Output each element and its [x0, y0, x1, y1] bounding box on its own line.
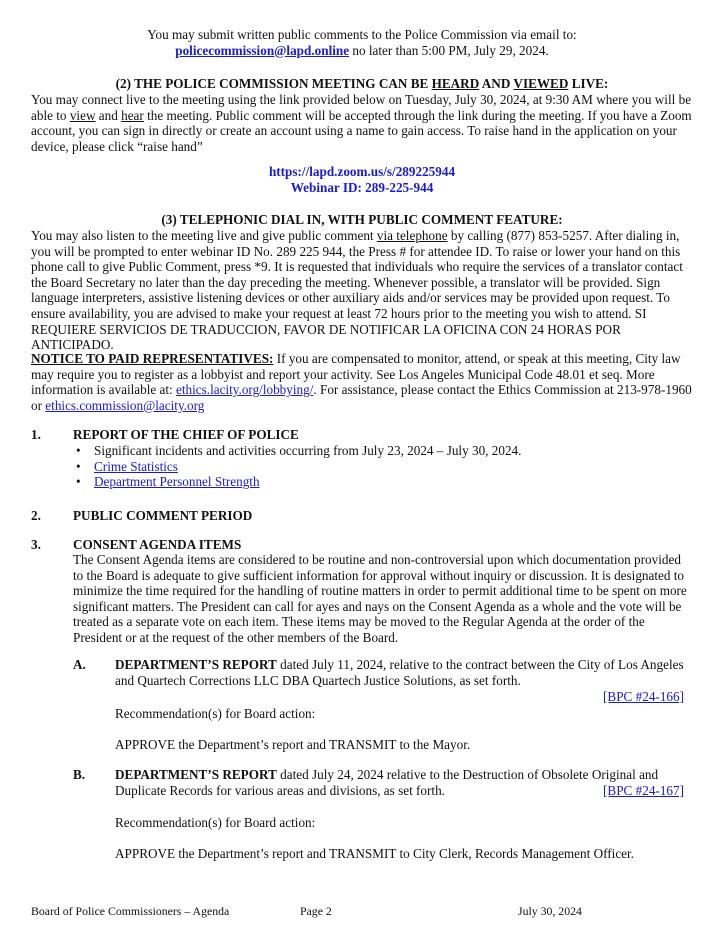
- zoom-link[interactable]: https://lapd.zoom.us/s/289225944: [268, 164, 456, 179]
- subA-letter: A.: [73, 657, 86, 672]
- item3-title: CONSENT AGENDA ITEMS: [73, 537, 242, 552]
- subA-report-label: DEPARTMENT’S REPORT: [115, 657, 277, 672]
- notice-label: NOTICE TO PAID REPRESENTATIVES:: [31, 351, 274, 366]
- section3-heading: (3) TELEPHONIC DIAL IN, WITH PUBLIC COMMENT FEATURE:: [161, 212, 563, 227]
- subB-report-label: DEPARTMENT’S REPORT: [115, 767, 277, 782]
- lobbying-link[interactable]: ethics.lacity.org/lobbying/: [176, 382, 314, 398]
- footer-page-number: Page 2: [300, 904, 332, 918]
- notice-text-b: . For assistance, please contact the Ethics Commission at 213-978-1960 or: [31, 382, 692, 413]
- subB-text: [115, 767, 693, 783]
- subA-action: APPROVE the Department’s report and TRANSMIT to the Mayor.: [115, 737, 471, 752]
- item2-number: 2.: [31, 508, 41, 523]
- section2-text-b: and: [95, 107, 122, 123]
- item1-number: 1.: [31, 427, 41, 442]
- section2-heading-suffix: LIVE:: [568, 76, 609, 91]
- crime-statistics-link[interactable]: Crime Statistics: [94, 458, 178, 474]
- notice-paragraph: [31, 351, 693, 413]
- section2-heading-heard: HEARD: [431, 76, 480, 91]
- section3-paragraph: [31, 228, 693, 353]
- footer-date: July 30, 2024: [518, 904, 582, 918]
- item1-bullet-crime-stats: [73, 459, 693, 475]
- subA-recommendation: Recommendation(s) for Board action:: [115, 706, 316, 721]
- section2-text-a: You may connect live to the meeting using the link provided below on Tuesday, July 30, 2024, at 9:30 AM where you will be able to: [31, 92, 692, 123]
- section3-via-telephone: via telephone: [376, 228, 448, 243]
- section2-heading-prefix: (2) THE POLICE COMMISSION MEETING CAN BE: [115, 76, 432, 91]
- section2-hear-word: hear: [121, 107, 144, 123]
- item1-bullet-list: [73, 443, 693, 490]
- item1-bullet-personnel: [73, 474, 693, 490]
- section3-text-b: by calling (877) 853-5257. After dialing in, you will be prompted to enter webinar ID No. 289 225 944, the Press # for attendee ID. To raise or lower your hand on this phone call to give Public Comment, press *9. It is requested that individuals who require the services of a translator contact the Board Secretary no later than the day preceding the meeting. Whenever possible, a translator will be provided. Sign language interpreters, assistive listening devices or other auxiliary aids and/or services may be provided upon request. To ensure availability, you are advised to make your request at least 72 hours prior to the meeting you wish to attend. SI REQUIERE SERVICIOS DE TRADUCCION, FAVOR DE NOTIFICAR LA OFICINA CON 24 HORAS POR ANTICIPADO.: [31, 228, 683, 353]
- subA-bpc-link[interactable]: [BPC #24-166]: [603, 689, 684, 704]
- subB-description-line2: Duplicate Records for various areas and divisions, as set forth.: [115, 783, 445, 798]
- intro-text: [31, 27, 693, 58]
- section2-text-c: the meeting. Public comment will be accepted through the link during the meeting. If you have a Zoom account, you can sign in directly or create an account using a name to gain access. To raise hand in the application on your device, please click “raise hand”: [31, 107, 692, 154]
- section2-view-word: view: [69, 107, 96, 123]
- commission-email-link[interactable]: policecommission@lapd.online: [175, 42, 350, 58]
- item3-number: 3.: [31, 537, 41, 552]
- webinar-id: Webinar ID: 289-225-944: [290, 179, 434, 195]
- subB-letter: B.: [73, 767, 86, 782]
- personnel-strength-link[interactable]: Department Personnel Strength: [94, 474, 260, 490]
- section2-heading-viewed: VIEWED: [513, 76, 569, 91]
- ethics-email-link[interactable]: ethics.commission@lacity.org: [45, 397, 205, 413]
- section2-heading: [31, 76, 693, 92]
- item1-bullet-incidents: • Significant incidents and activities occurring from July 23, 2024 – July 30, 2024.: [73, 443, 693, 459]
- notice-text-a: If you are compensated to monitor, attend, or speak at this meeting, City law may require you to register as a lobbyist and report your activity. See Los Angeles Municipal Code 48.01 et seq. More information is available at:: [31, 351, 681, 398]
- item3-description: The Consent Agenda items are considered to be routine and non-controversial upon which documentation provided to the Board is adequate to give sufficient information for approval without inquiry or discussion. It is designated to minimize the time required for the handling of routine matters in order to permit additional time to be spent on more significant matters. The President can call for ayes and nays on the Consent Agenda as a whole and the vote will be treated as a separate vote on each item. These items may be moved to the Regular Agenda at the order of the President or at the request of the other members of the Board.: [73, 552, 687, 645]
- footer-title: Board of Police Commissioners – Agenda: [31, 904, 230, 918]
- intro-line2: no later than 5:00 PM, July 29, 2024.: [349, 42, 549, 58]
- subB-recommendation: Recommendation(s) for Board action:: [115, 815, 316, 830]
- zoom-info: [31, 164, 693, 195]
- subA-description: dated July 11, 2024, relative to the contract between the City of Los Angeles and Quartech Corrections LLC DBA Quartech Justice Solutions, as set forth.: [115, 657, 684, 688]
- section2-heading-and: AND: [479, 76, 514, 91]
- intro-line1: You may submit written public comments to the Police Commission via email to:: [147, 27, 577, 42]
- section3-text-a: You may also listen to the meeting live and give public comment: [31, 228, 377, 243]
- subB-action: APPROVE the Department’s report and TRANSMIT to City Clerk, Records Management Officer.: [115, 846, 634, 861]
- item1-title: REPORT OF THE CHIEF OF POLICE: [73, 427, 299, 442]
- section2-paragraph: [31, 92, 693, 154]
- subB-description-line1: dated July 24, 2024 relative to the Destruction of Obsolete Original and: [276, 767, 659, 782]
- item2-title: PUBLIC COMMENT PERIOD: [73, 508, 253, 523]
- subB-bpc-link[interactable]: [BPC #24-167]: [603, 783, 684, 798]
- subA-text: [115, 657, 693, 688]
